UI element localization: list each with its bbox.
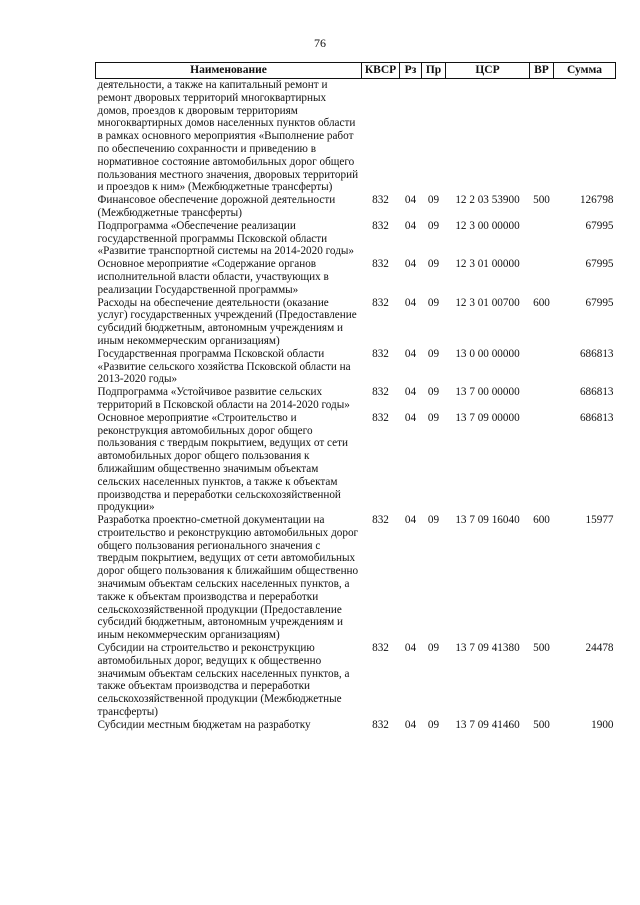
cell-vr: 500 bbox=[533, 718, 550, 731]
header-csr: ЦСР bbox=[446, 63, 530, 79]
cell-kvsr: 832 bbox=[372, 194, 389, 207]
cell-pr bbox=[422, 79, 446, 195]
table-row bbox=[96, 297, 616, 348]
table-row bbox=[96, 386, 616, 412]
cell-sum: 126798 bbox=[579, 194, 614, 207]
cell-sum: 1900 bbox=[591, 718, 614, 731]
cell-sum: 15977 bbox=[585, 514, 614, 527]
cell-vr bbox=[530, 348, 554, 386]
cell-kvsr bbox=[362, 79, 400, 195]
table-row bbox=[96, 642, 616, 719]
cell-kvsr: 832 bbox=[372, 296, 389, 309]
cell-name: Субсидии местным бюджетам на разработку bbox=[97, 718, 311, 731]
cell-csr: 13 7 09 00000 bbox=[455, 411, 520, 424]
cell-sum: 67995 bbox=[585, 219, 614, 232]
cell-name: Подпрограмма «Устойчивое развитие сельских территорий в Псковской области на 2014-2020 годы» bbox=[97, 386, 350, 411]
cell-rz: 04 bbox=[404, 386, 417, 399]
cell-csr: 13 7 09 41380 bbox=[455, 642, 520, 655]
header-kvsr: КВСР bbox=[362, 63, 400, 79]
cell-sum: 686813 bbox=[579, 347, 614, 360]
table-row bbox=[96, 79, 616, 195]
cell-vr bbox=[530, 386, 554, 412]
cell-name: деятельности, а также на капитальный ремонт и ремонт дворовых территорий многоквартирных домов, проездов к дворовым территориям многоквартирных домов населенных пунктов области в рамках основного мероприятия «Выполнение работ по обеспечению сохранности и приведению в нормативное состояние автомобильных дорог общего пользования местного значения, дворовых территорий и проездов к ним» (Межбюджетные трансферты) bbox=[97, 79, 359, 194]
table-header-row bbox=[96, 63, 616, 79]
cell-csr: 12 3 01 00000 bbox=[455, 258, 520, 271]
cell-vr: 600 bbox=[533, 514, 550, 527]
cell-csr: 13 7 00 00000 bbox=[455, 386, 520, 399]
header-sum: Сумма bbox=[554, 63, 616, 79]
cell-vr bbox=[530, 258, 554, 296]
cell-vr: 600 bbox=[533, 296, 550, 309]
cell-kvsr: 832 bbox=[372, 642, 389, 655]
cell-pr: 09 bbox=[427, 411, 440, 424]
header-rz: Рз bbox=[400, 63, 422, 79]
cell-vr bbox=[530, 220, 554, 258]
cell-sum: 686813 bbox=[579, 411, 614, 424]
cell-kvsr: 832 bbox=[372, 514, 389, 527]
cell-rz: 04 bbox=[404, 718, 417, 731]
cell-rz: 04 bbox=[404, 194, 417, 207]
cell-csr: 13 0 00 00000 bbox=[455, 347, 520, 360]
cell-sum bbox=[554, 79, 616, 195]
cell-kvsr: 832 bbox=[372, 219, 389, 232]
table-row bbox=[96, 220, 616, 258]
cell-vr bbox=[530, 412, 554, 514]
cell-name: Разработка проектно-сметной документации на строительство и реконструкцию автомобильных дорог общего пользования регионального значения с твердым покрытием, ведущих от сети автомобильных дорог общего пользования к ближайшим общественно значимым объектам сельских населенных пунктов, а также к объектам производства и переработки сельскохозяйственной продукции (Предоставление субсидий бюджетным, автономным учреждениям и иным некоммерческим организациям) bbox=[97, 514, 359, 642]
cell-kvsr: 832 bbox=[372, 411, 389, 424]
cell-name: Субсидии на строительство и реконструкцию автомобильных дорог, ведущих к общественно значимым объектам сельских населенных пунктов, а также объектам производства и переработки сельскохозяйственной продукции (Межбюджетные трансферты) bbox=[97, 642, 350, 719]
budget-table bbox=[95, 62, 616, 732]
cell-sum: 67995 bbox=[585, 258, 614, 271]
cell-pr: 09 bbox=[427, 386, 440, 399]
header-name: Наименование bbox=[96, 63, 362, 79]
cell-vr: 500 bbox=[533, 642, 550, 655]
cell-pr: 09 bbox=[427, 258, 440, 271]
cell-pr: 09 bbox=[427, 514, 440, 527]
cell-rz: 04 bbox=[404, 411, 417, 424]
cell-vr: 500 bbox=[533, 194, 550, 207]
cell-csr: 12 3 00 00000 bbox=[455, 219, 520, 232]
cell-rz: 04 bbox=[404, 258, 417, 271]
cell-csr: 13 7 09 41460 bbox=[455, 718, 520, 731]
cell-pr: 09 bbox=[427, 642, 440, 655]
cell-pr: 09 bbox=[427, 219, 440, 232]
cell-rz: 04 bbox=[404, 642, 417, 655]
cell-csr bbox=[446, 79, 530, 195]
table-row bbox=[96, 194, 616, 220]
cell-sum: 686813 bbox=[579, 386, 614, 399]
table-row bbox=[96, 258, 616, 296]
cell-csr: 12 2 03 53900 bbox=[455, 194, 520, 207]
cell-name: Государственная программа Псковской области «Развитие сельского хозяйства Псковской области на 2013-2020 годы» bbox=[97, 347, 351, 386]
cell-rz: 04 bbox=[404, 219, 417, 232]
cell-pr: 09 bbox=[427, 296, 440, 309]
cell-vr bbox=[530, 79, 554, 195]
cell-pr: 09 bbox=[427, 194, 440, 207]
cell-pr: 09 bbox=[427, 718, 440, 731]
header-pr: Пр bbox=[422, 63, 446, 79]
table-row bbox=[96, 719, 616, 732]
cell-name: Финансовое обеспечение дорожной деятельности (Межбюджетные трансферты) bbox=[97, 194, 336, 219]
cell-name: Расходы на обеспечение деятельности (оказание услуг) государственных учреждений (Предоставление субсидий бюджетным, автономным учреждениям и иным некоммерческим организациям) bbox=[97, 296, 357, 347]
cell-rz: 04 bbox=[404, 347, 417, 360]
page-number: 76 bbox=[314, 36, 326, 50]
cell-name: Основное мероприятие «Содержание органов исполнительной власти области, участвующих в реализации Государственной программы» bbox=[97, 258, 329, 296]
table-row bbox=[96, 514, 616, 642]
cell-sum: 67995 bbox=[585, 296, 614, 309]
cell-rz: 04 bbox=[404, 296, 417, 309]
header-vr: ВР bbox=[530, 63, 554, 79]
cell-name: Подпрограмма «Обеспечение реализации государственной программы Псковской области «Развитие транспортной системы на 2014-2020 годы» bbox=[97, 219, 354, 258]
cell-kvsr: 832 bbox=[372, 258, 389, 271]
cell-kvsr: 832 bbox=[372, 347, 389, 360]
table-row bbox=[96, 348, 616, 386]
cell-csr: 12 3 01 00700 bbox=[455, 296, 520, 309]
cell-rz: 04 bbox=[404, 514, 417, 527]
cell-kvsr: 832 bbox=[372, 386, 389, 399]
cell-name: Основное мероприятие «Строительство и реконструкция автомобильных дорог общего пользования с твердым покрытием, ведущих от сети автомобильных дорог общего пользования к ближайшим общественно значимым объектам сельских населенных пунктов, а также к объектам производства и переработки сельскохозяйственной продукции» bbox=[97, 411, 348, 514]
table-row bbox=[96, 412, 616, 514]
cell-rz bbox=[400, 79, 422, 195]
cell-pr: 09 bbox=[427, 347, 440, 360]
cell-csr: 13 7 09 16040 bbox=[455, 514, 520, 527]
cell-kvsr: 832 bbox=[372, 718, 389, 731]
cell-sum: 24478 bbox=[585, 642, 614, 655]
